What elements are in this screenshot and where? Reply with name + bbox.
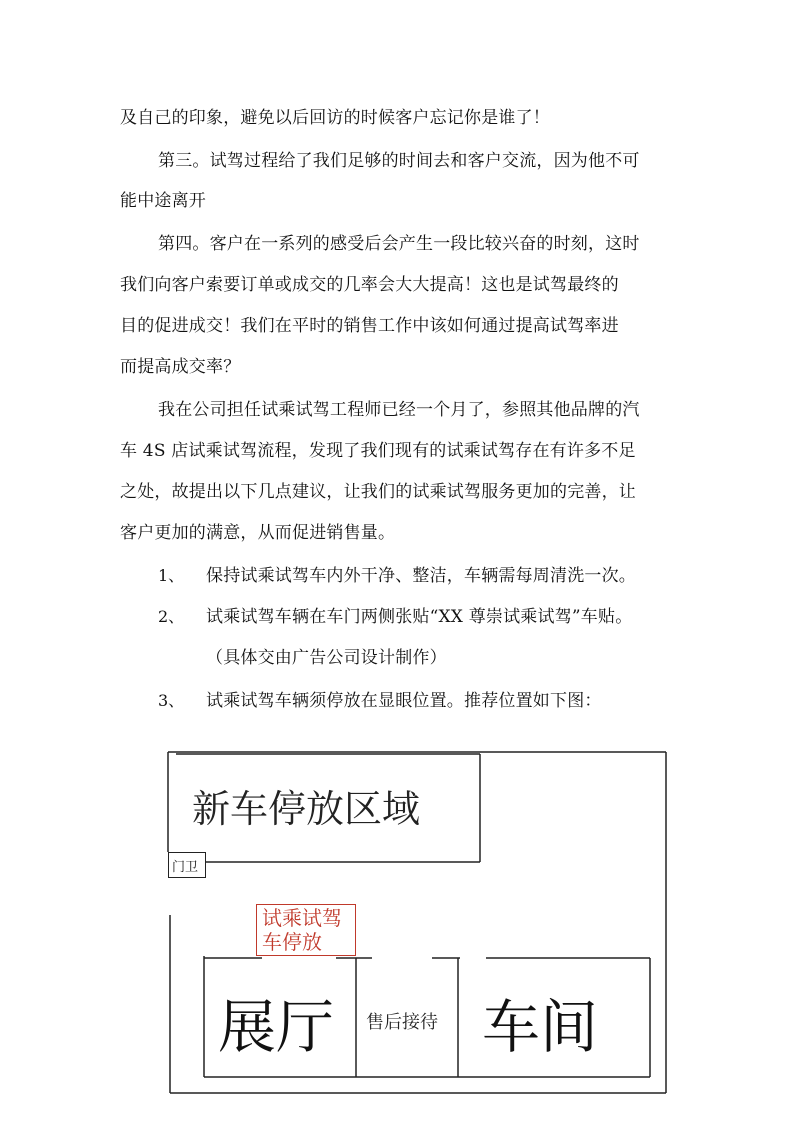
guard-label: 门卫 bbox=[172, 860, 199, 875]
list-number: 2、 bbox=[158, 607, 185, 626]
list-item: （具体交由广告公司设计制作） bbox=[206, 648, 447, 668]
paragraph-line: 客户更加的满意，从而促进销售量。 bbox=[120, 523, 396, 543]
list-number: 3、 bbox=[158, 691, 185, 710]
list-item: 试乘试驾车辆须停放在显眼位置。推荐位置如下图： bbox=[206, 691, 602, 711]
showroom-label: 展厅 bbox=[218, 993, 335, 1061]
list-item: 试乘试驾车辆在车门两侧张贴“XX 尊崇试乘试驾”车贴。 bbox=[206, 607, 633, 627]
paragraph-line: 第三。试驾过程给了我们足够的时间去和客户交流，因为他不可 bbox=[158, 151, 640, 171]
test-drive-parking-label: 试乘试驾 bbox=[262, 906, 342, 930]
workshop-label: 车间 bbox=[482, 993, 599, 1061]
list-item: 保持试乘试驾车内外干净、整洁，车辆需每周清洗一次。 bbox=[206, 566, 636, 586]
paragraph-line: 能中途离开 bbox=[120, 191, 206, 211]
list-number: 1、 bbox=[158, 566, 185, 585]
new-car-area-label: 新车停放区域 bbox=[192, 787, 421, 831]
paragraph-line: 我们向客户索要订单或成交的几率会大大提高！这也是试驾最终的 bbox=[120, 275, 619, 295]
paragraph-line: 第四。客户在一系列的感受后会产生一段比较兴奋的时刻，这时 bbox=[158, 234, 640, 254]
paragraph-line: 而提高成交率？ bbox=[120, 357, 241, 377]
paragraph-line: 车 4S 店试乘试驾流程，发现了我们现有的试乘试驾存在有许多不足 bbox=[120, 441, 636, 461]
test-drive-parking-label: 车停放 bbox=[262, 930, 322, 954]
paragraph-line: 之处，故提出以下几点建议，让我们的试乘试驾服务更加的完善，让 bbox=[120, 482, 636, 502]
paragraph-line: 及自己的印象，避免以后回访的时候客户忘记你是谁了！ bbox=[120, 108, 550, 128]
paragraph-line: 目的促进成交！我们在平时的销售工作中该如何通过提高试驾率进 bbox=[120, 316, 619, 336]
paragraph-line: 我在公司担任试乘试驾工程师已经一个月了，参照其他品牌的汽 bbox=[158, 400, 640, 420]
after-sales-label: 售后接待 bbox=[366, 1012, 438, 1033]
